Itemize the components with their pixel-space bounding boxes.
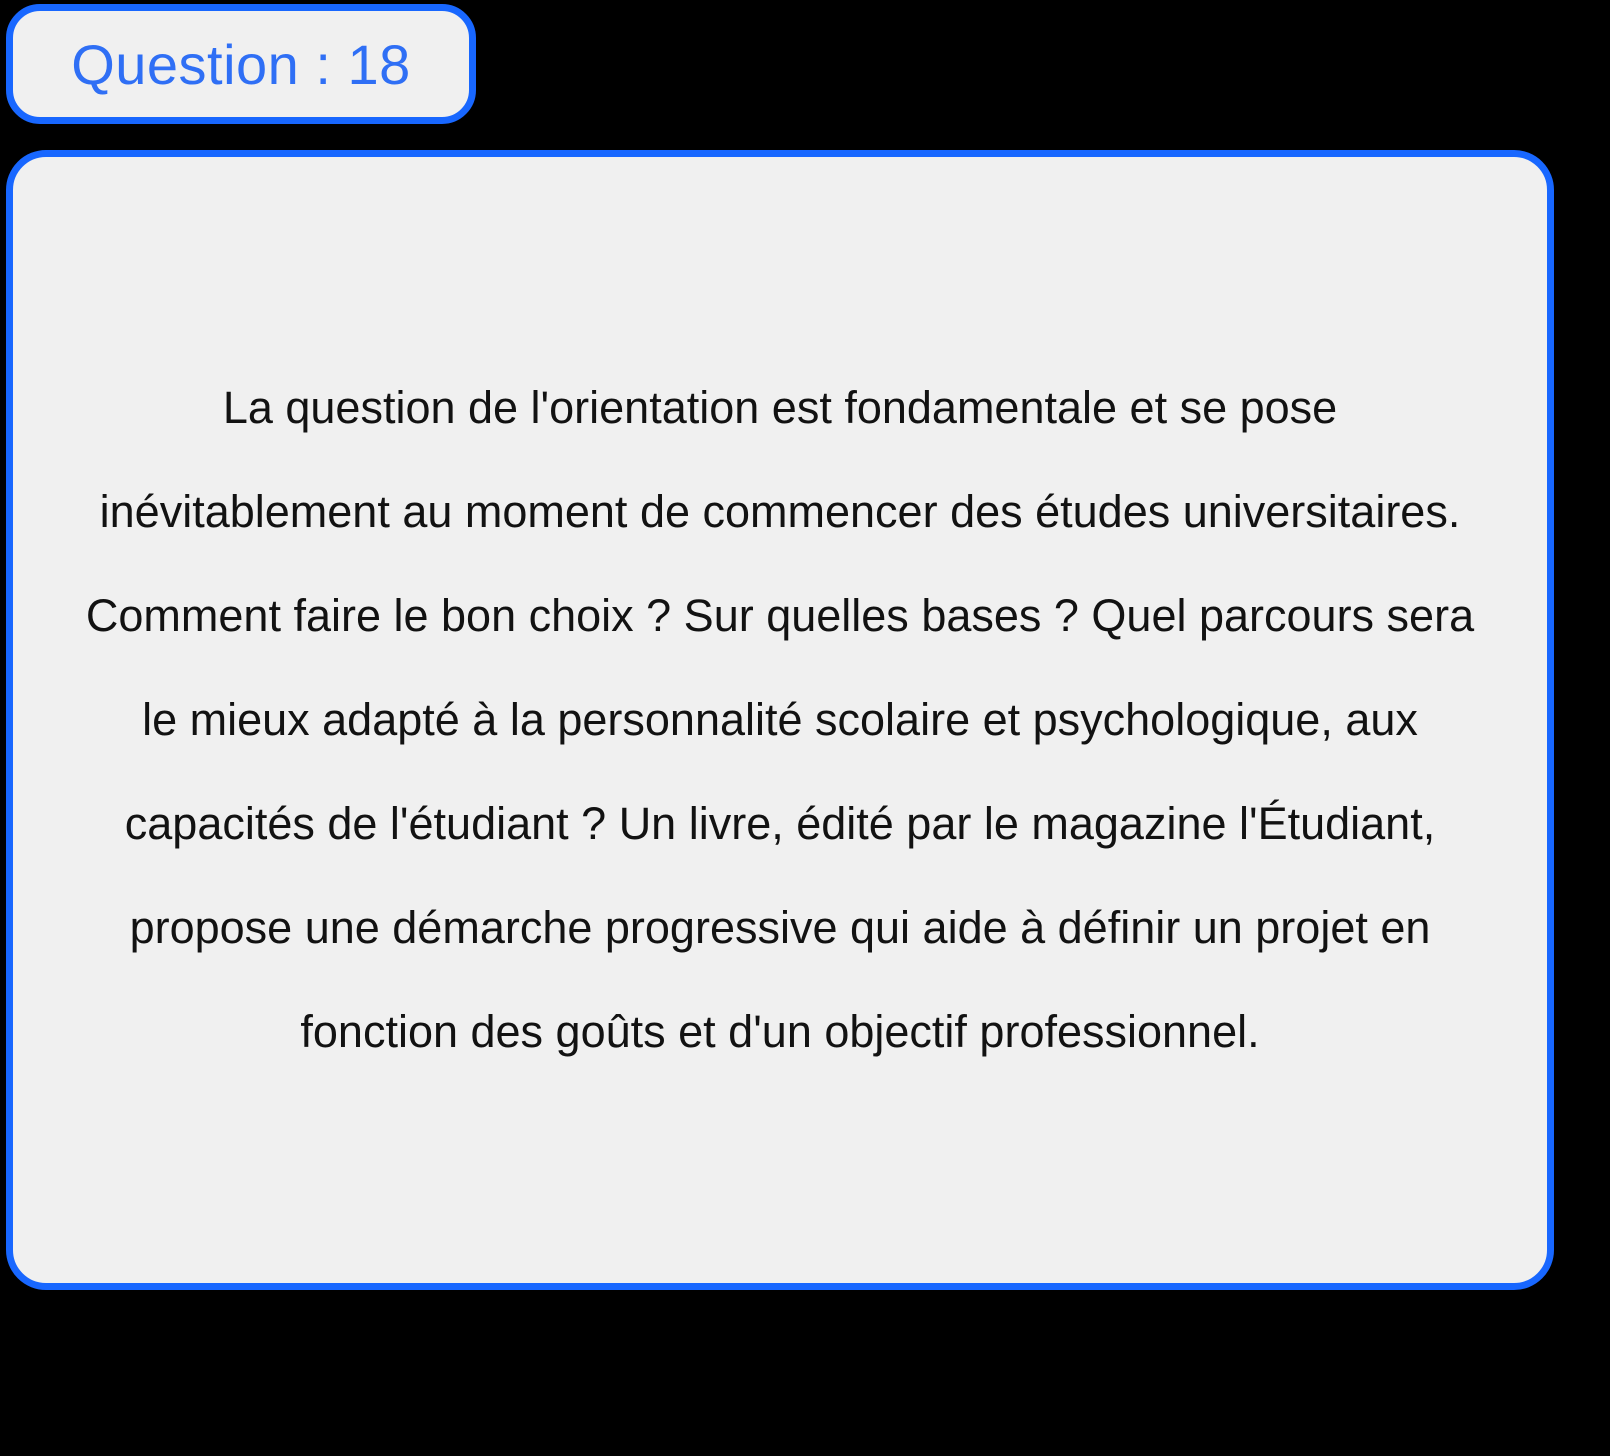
question-badge <box>6 4 476 124</box>
question-text: La question de l'orientation est fondamentale et se pose inévitablement au moment de commencer des études universitaires. Comment faire le bon choix ? Sur quelles bases ? Quel parcours sera le mieux adapté à la personnalité scolaire et psychologique, aux capacités de l'étudiant ? Un livre, édité par le magazine l'Étudiant, propose une démarche progressive qui aide à définir un projet en fonction des goûts et d'un objectif professionnel. <box>85 382 1475 1057</box>
bottom-pill-label <box>390 1338 1130 1384</box>
question-badge-label: Question : 18 <box>71 32 411 96</box>
question-card <box>6 150 1554 1290</box>
bottom-bar-left <box>0 1291 1140 1321</box>
